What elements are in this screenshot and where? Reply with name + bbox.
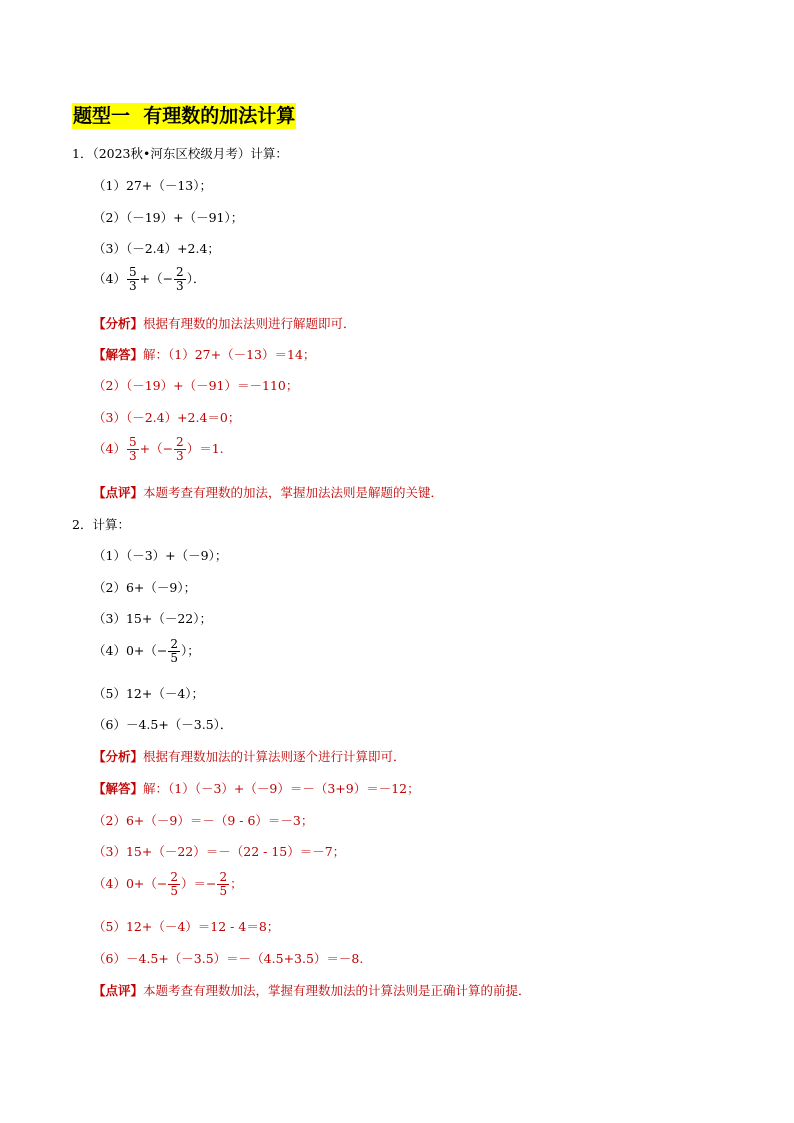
fraction: $\frac{2}{3}$ — [176, 435, 184, 463]
section-title: 题型一 有理数的加法计算 — [73, 105, 296, 127]
q1-answer-4: （4） $\frac{5}{3}$ +（− $\frac{2}{3}$ ）＝1. — [93, 435, 224, 463]
q2-item-3: （3）15+（－22）； — [93, 611, 212, 626]
q2-analysis: 【分析】根据有理数加法的计算法则逐个进行计算即可． — [93, 749, 406, 764]
fraction: $\frac{5}{3}$ — [128, 265, 137, 293]
q1-answer-1: 【解答】解：（1）27+（－13）＝14； — [93, 347, 316, 362]
question-2-number: 2． — [72, 517, 93, 532]
q1-analysis: 【分析】根据有理数的加法法则进行解题即可． — [93, 316, 356, 331]
q1-item-3: （3）（－2.4）+2.4； — [93, 241, 220, 256]
q2-comment: 【点评】本题考查有理数加法，掌握有理数加法的计算法则是正确计算的前提． — [93, 983, 531, 998]
q2-answer-5: （5）12+（－4）＝12 - 4＝8； — [93, 919, 280, 934]
q2-item-2: （2）6+（－9）； — [93, 580, 197, 595]
question-1-stem: 1．（2023秋•河东区校级月考）计算： — [72, 146, 288, 161]
analysis-tag: 【分析】 — [93, 749, 144, 764]
q2-item-1: （1）（－3）+（－9）； — [93, 548, 228, 563]
fraction: $\frac{2}{3}$ — [176, 265, 184, 293]
answer-tag: 【解答】 — [93, 347, 144, 362]
fraction: $\frac{5}{3}$ — [128, 435, 137, 463]
q2-answer-6: （6）－4.5+（－3.5）＝－（4.5+3.5）＝－8. — [93, 951, 364, 966]
q1-item-1: （1）27+（－13）； — [93, 178, 212, 193]
analysis-tag: 【分析】 — [93, 316, 144, 331]
fraction: $\frac{2}{5}$ — [170, 637, 178, 665]
q2-answer-2: （2）6+（－9）＝－（9 - 6）＝－3； — [93, 813, 314, 828]
comment-tag: 【点评】 — [93, 485, 144, 500]
q1-comment: 【点评】本题考查有理数的加法，掌握加法法则是解题的关键． — [93, 485, 444, 500]
q1-item-2: （2）（－19）+（－91）； — [93, 210, 244, 225]
question-1-number: 1． — [72, 146, 93, 161]
comment-tag: 【点评】 — [93, 983, 144, 998]
answer-tag: 【解答】 — [93, 781, 144, 796]
q2-answer-4: （4）0+（− $\frac{2}{5}$ ）＝− $\frac{2}{5}$ ； — [93, 870, 243, 898]
q1-answer-2: （2）（－19）+（－91）＝－110； — [93, 378, 299, 393]
q2-item-5: （5）12+（－4）； — [93, 686, 205, 701]
fraction: $\frac{2}{5}$ — [219, 870, 228, 898]
question-2-stem: 2．计算： — [72, 517, 130, 532]
q2-answer-3: （3）15+（－22）＝－（22 - 15）＝－7； — [93, 844, 346, 859]
q1-item-4: （4） $\frac{5}{3}$ +（− $\frac{2}{3}$ ）． — [93, 265, 206, 293]
q2-answer-1: 【解答】解：（1）（－3）+（－9）＝－（3+9）＝－12； — [93, 781, 420, 796]
q1-answer-3: （3）（－2.4）+2.4＝0； — [93, 410, 241, 425]
q2-item-6: （6）－4.5+（－3.5）． — [93, 717, 233, 732]
q2-item-4: （4）0+（− $\frac{2}{5}$ ）； — [93, 637, 200, 665]
fraction: $\frac{2}{5}$ — [170, 870, 178, 898]
